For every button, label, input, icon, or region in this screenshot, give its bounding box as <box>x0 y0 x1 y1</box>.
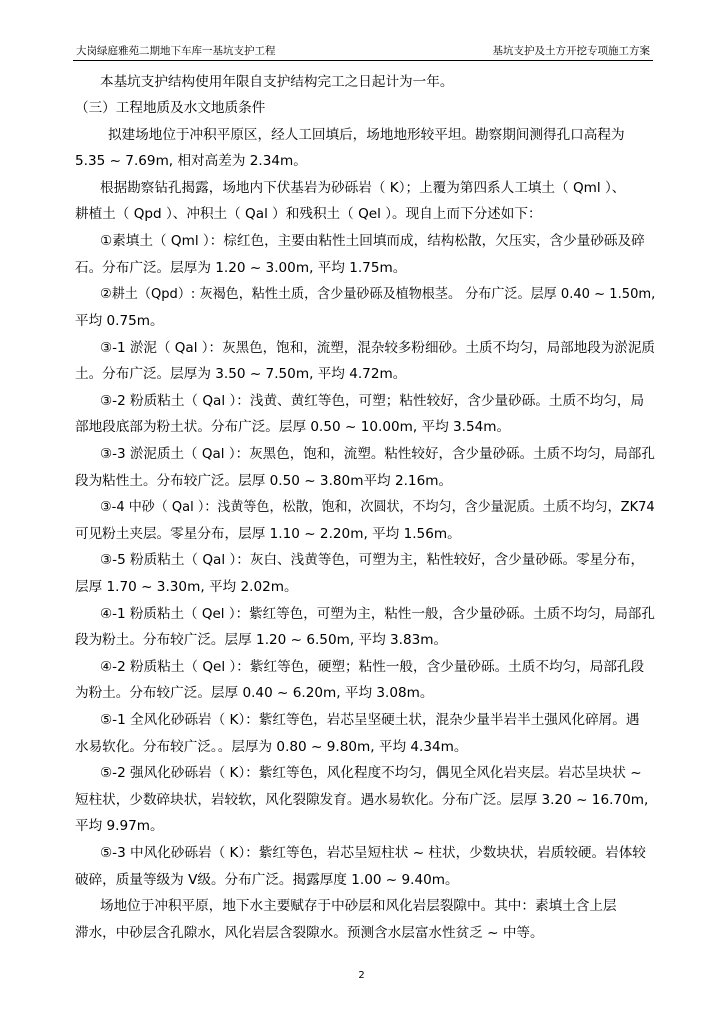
paragraph-line: 平均 9.97m。 <box>75 818 164 834</box>
section-heading: （三）工程地质及水文地质条件 <box>75 100 266 116</box>
paragraph-line: 部地段底部为粉土状。分布广泛。层厚 0.50 ~ 10.00m, 平均 3.54m。 <box>75 419 511 435</box>
header-left-title: 大岗绿庭雅苑二期地下车库一基坑支护工程 <box>76 45 276 57</box>
paragraph-line: 场地位于冲积平原，地下水主要赋存于中砂层和风化岩层裂隙中。其中：素填土含上层 <box>100 898 617 914</box>
paragraph-line: 段为粉土。分布较广泛。层厚 1.20 ~ 6.50m, 平均 3.83m。 <box>75 632 448 648</box>
paragraph-line: ④-1 粉质粘土（ Qel ）：紫红等色，可塑为主，粘性一般，含少量砂砾。土质不均匀，局部孔 <box>100 606 655 622</box>
paragraph-line: 可见粉土夹层。零星分布，层厚 1.10 ~ 2.20m, 平均 1.56m。 <box>75 526 461 542</box>
paragraph-line: 5.35 ~ 7.69m, 相对高差为 2.34m。 <box>75 153 307 169</box>
paragraph-line: ③-1 淤泥（ Qal ）：灰黑色，饱和，流塑，混杂较多粉细砂。土质不均匀，局部地段为淤泥质 <box>100 340 655 356</box>
paragraph-line: 破碎，质量等级为 V级。分布广泛。揭露厚度 1.00 ~ 9.40m。 <box>75 872 459 888</box>
paragraph-line: 为粉土。分布较广泛。层厚 0.40 ~ 6.20m, 平均 3.08m。 <box>75 685 434 701</box>
paragraph-line: 根据勘察钻孔揭露，场地内下伏基岩为砂砾岩（ K）；上覆为第四系人工填土（ Qml ）、 <box>100 180 626 196</box>
paragraph-line: ④-2 粉质粘土（ Qel ）：紫红等色，硬塑；粘性一般，含少量砂砾。土质不均匀，局部孔段 <box>100 659 645 675</box>
paragraph-line: 土。分布广泛。层厚为 3.50 ~ 7.50m, 平均 4.72m。 <box>75 366 407 382</box>
paragraph-line: 段为粘性土。分布较广泛。层厚 0.50 ~ 3.80m平均 2.16m。 <box>75 473 453 489</box>
paragraph-line: ⑤-1 全风化砂砾岩（ K）：紫红等色，岩芯呈坚硬土状，混杂少量半岩半土强风化碎屑。遇 <box>100 712 640 728</box>
paragraph-line: ①素填土（ Qml ）：棕红色，主要由粘性土回填而成，结构松散，欠压实，含少量砂砾及碎 <box>100 233 645 249</box>
paragraph-line: 耕植土（ Qpd ）、冲积土（ Qal ）和残积土（ Qel ）。现自上而下分述如下： <box>75 206 542 222</box>
paragraph-line: 拟建场地位于冲积平原区，经人工回填后，场地地形较平坦。勘察期间测得孔口高程为 <box>108 127 625 143</box>
paragraph-line: 本基坑支护结构使用年限自支护结构完工之日起计为一年。 <box>100 74 454 90</box>
paragraph-line: ⑤-3 中风化砂砾岩（ K）：紫红等色，岩芯呈短柱状 ~ 柱状，少数块状，岩质较硬。岩体较 <box>100 845 646 861</box>
paragraph-line: 水易软化。分布较广泛。。层厚为 0.80 ~ 9.80m, 平均 4.34m。 <box>75 739 468 755</box>
paragraph-line: ③-4 中砂（ Qal ）：浅黄等色，松散，饱和，次圆状，不均匀，含少量泥质。土质不均匀，ZK74 <box>100 499 655 515</box>
header-rule <box>73 60 653 61</box>
paragraph-line: 短柱状，少数碎块状，岩较软，风化裂隙发育。遇水易软化。分布广泛。层厚 3.20 ~ 16.70m, <box>75 792 649 808</box>
paragraph-line: 平均 0.75m。 <box>75 313 164 329</box>
paragraph-line: 石。分布广泛。层厚为 1.20 ~ 3.00m, 平均 1.75m。 <box>75 260 407 276</box>
paragraph-line: ②耕土（Qpd）: 灰褐色，粘性土质，含少量砂砾及植物根茎。 分布广泛。层厚 0.40 ~ 1.50m, <box>100 286 656 302</box>
paragraph-line: ⑤-2 强风化砂砾岩（ K）：紫红等色，风化程度不均匀，偶见全风化岩夹层。岩芯呈块状 ~ <box>100 765 642 781</box>
paragraph-line: 滞水，中砂层含孔隙水，风化岩层含裂隙水。预测含水层富水性贫乏 ~ 中等。 <box>75 925 544 941</box>
paragraph-line: 层厚 1.70 ~ 3.30m, 平均 2.02m。 <box>75 579 298 595</box>
paragraph-line: ③-2 粉质粘土（ Qal ）：浅黄、黄红等色，可塑；粘性较好，含少量砂砾。土质不均匀，局 <box>100 393 645 409</box>
paragraph-line: ③-5 粉质粘土（ Qal ）：灰白、浅黄等色，可塑为主，粘性较好，含少量砂砾。零星分布， <box>100 552 645 568</box>
header-right-title: 基坑支护及土方开挖专项施工方案 <box>492 45 650 57</box>
paragraph-line: ③-3 淤泥质土（ Qal ）：灰黑色，饱和，流塑。粘性较好，含少量砂砾。土质不均匀，局部孔 <box>100 446 655 462</box>
page-number: 2 <box>358 970 365 981</box>
